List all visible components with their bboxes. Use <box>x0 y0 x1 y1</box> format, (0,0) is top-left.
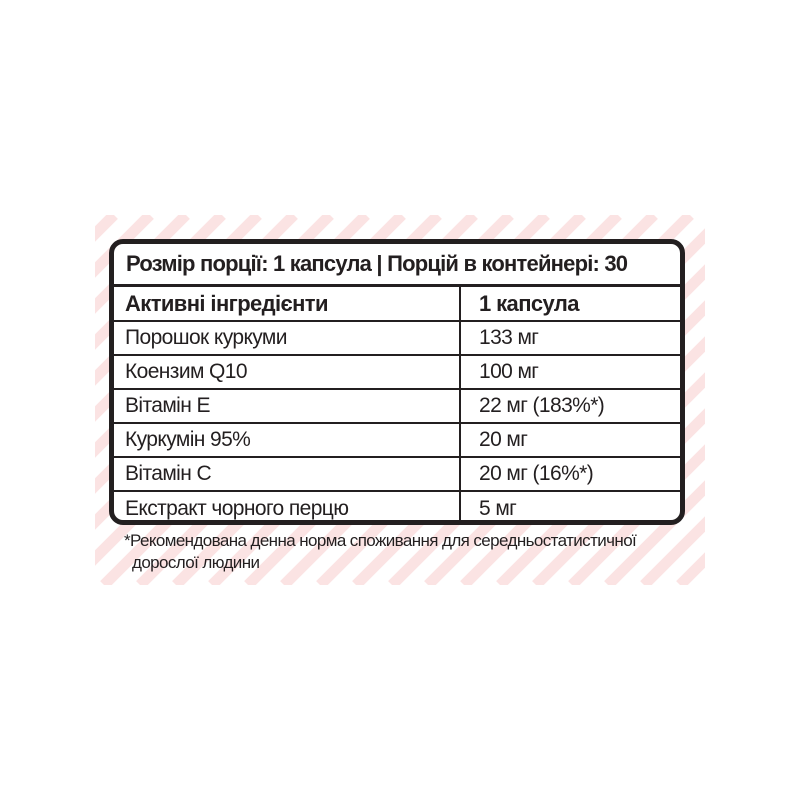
supplement-facts-panel <box>109 239 685 525</box>
ingredients-table <box>114 287 680 525</box>
ingredient-amount: 133 мг <box>460 321 680 355</box>
ingredient-name: Куркумін 95% <box>114 423 460 457</box>
ingredient-name: Вітамін Е <box>114 389 460 423</box>
footnote-line-1: *Рекомендована денна норма споживання для середньостатистичної <box>124 531 637 550</box>
stripe <box>788 215 800 585</box>
ingredient-amount: 100 мг <box>460 355 680 389</box>
table-row <box>114 355 680 389</box>
table-row <box>114 491 680 525</box>
stripe <box>0 215 42 585</box>
amount-column-header: 1 капсула <box>460 287 680 321</box>
ingredient-name: Порошок куркуми <box>114 321 460 355</box>
ingredient-name: Екстракт чорного перцю <box>125 496 349 520</box>
table-row <box>114 423 680 457</box>
stripe <box>752 215 800 585</box>
ingredient-amount: 20 мг (16%*) <box>460 457 680 491</box>
ingredient-amount: 22 мг (183%*) <box>460 389 680 423</box>
footnote <box>124 530 684 574</box>
stripe <box>0 215 78 585</box>
table-row <box>114 457 680 491</box>
footnote-line-2: дорослої людини <box>132 553 260 572</box>
ingredient-name: Вітамін С <box>114 457 460 491</box>
table-row <box>114 321 680 355</box>
ingredient-amount: 20 мг <box>460 423 680 457</box>
table-row <box>114 389 680 423</box>
stripe <box>716 215 800 585</box>
serving-size-header: Розмір порції: 1 капсула | Порцій в контейнері: 30 <box>114 244 680 287</box>
stripe <box>0 215 6 585</box>
column-header-row <box>114 287 680 321</box>
ingredient-name: Коензим Q10 <box>114 355 460 389</box>
ingredient-column-header: Активні інгредієнти <box>114 287 460 321</box>
ingredient-amount: 5 мг <box>460 491 680 525</box>
